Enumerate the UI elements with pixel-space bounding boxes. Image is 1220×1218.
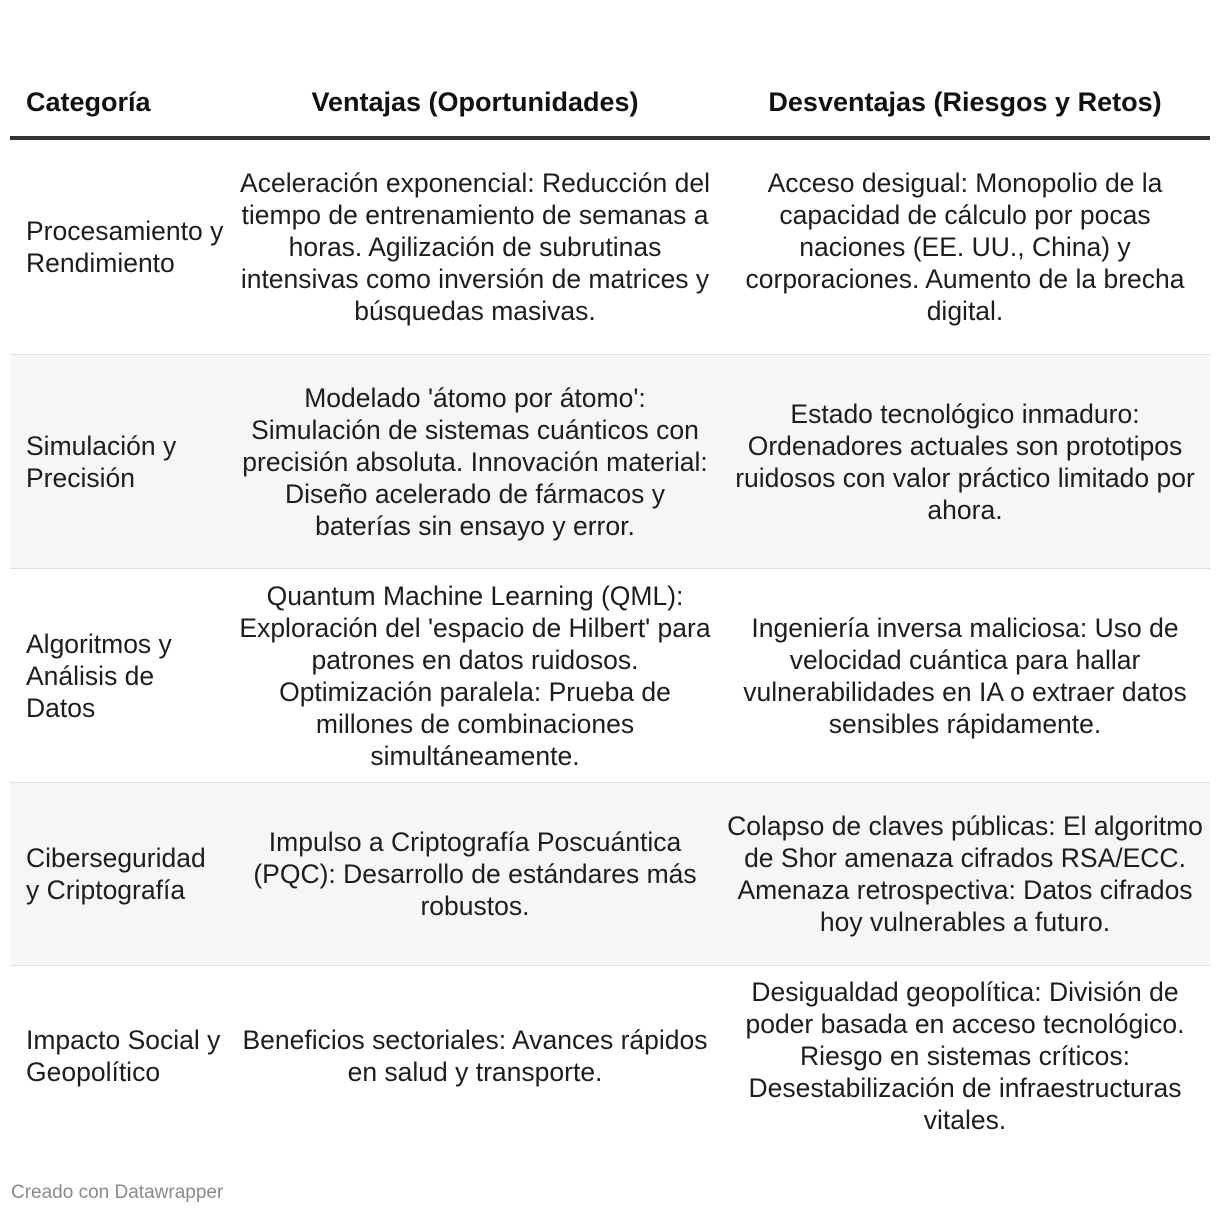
header-category: Categoría [10, 0, 230, 138]
cell-disadvantages: Colapso de claves públicas: El algoritmo de Shor amenaza cifrados RSA/ECC. Amenaza retrospectiva: Datos cifrados hoy vulnerables a futuro. [720, 783, 1210, 966]
cell-disadvantages: Desigualdad geopolítica: División de poder basada en acceso tecnológico. Riesgo en sistemas críticos: Desestabilización de infraestructuras vitales. [745, 977, 1185, 1135]
header-row [10, 0, 1210, 138]
header-disadvantages: Desventajas (Riesgos y Retos) [720, 0, 1210, 138]
cell-category: Procesamiento y Rendimiento [10, 138, 230, 355]
cell-category: Algoritmos y Análisis de Datos [10, 569, 230, 783]
header-advantages: Ventajas (Oportunidades) [230, 0, 720, 138]
cell-advantages: Beneficios sectoriales: Avances rápidos en salud y transporte. [242, 1025, 708, 1087]
table-row [10, 783, 1210, 966]
cell-category: Impacto Social y Geopolítico [26, 1025, 221, 1087]
datawrapper-credit: Creado con Datawrapper [11, 1182, 224, 1203]
cell-advantages: Aceleración exponencial: Reducción del tiempo de entrenamiento de semanas a horas. Agilización de subrutinas intensivas como inversión de matrices y búsquedas masivas. [230, 138, 720, 355]
cell-category: Ciberseguridad y Criptografía [10, 783, 230, 966]
table-header [10, 0, 1210, 138]
table-body [10, 138, 1210, 1146]
table-row [10, 138, 1210, 355]
cell-advantages: Quantum Machine Learning (QML): Exploración del 'espacio de Hilbert' para patrones en datos ruidosos. Optimización paralela: Prueba de millones de combinaciones simultáneamente. [230, 569, 720, 783]
cell-advantages: Impulso a Criptografía Poscuántica (PQC): Desarrollo de estándares más robustos. [230, 783, 720, 966]
table-row [10, 569, 1210, 783]
table-row [10, 355, 1210, 569]
cell-advantages: Modelado 'átomo por átomo': Simulación de sistemas cuánticos con precisión absoluta. Innovación material: Diseño acelerado de fármacos y baterías sin ensayo y error. [230, 355, 720, 569]
cell-category: Simulación y Precisión [10, 355, 230, 569]
table-row [10, 966, 1210, 1147]
comparison-table [10, 0, 1210, 1146]
cell-disadvantages: Ingeniería inversa maliciosa: Uso de velocidad cuántica para hallar vulnerabilidades en IA o extraer datos sensibles rápidamente. [720, 569, 1210, 783]
comparison-table-container [10, 0, 1210, 1146]
cell-disadvantages: Acceso desigual: Monopolio de la capacidad de cálculo por pocas naciones (EE. UU., China) y corporaciones. Aumento de la brecha digital. [720, 138, 1210, 355]
cell-disadvantages: Estado tecnológico inmaduro: Ordenadores actuales son prototipos ruidosos con valor práctico limitado por ahora. [720, 355, 1210, 569]
